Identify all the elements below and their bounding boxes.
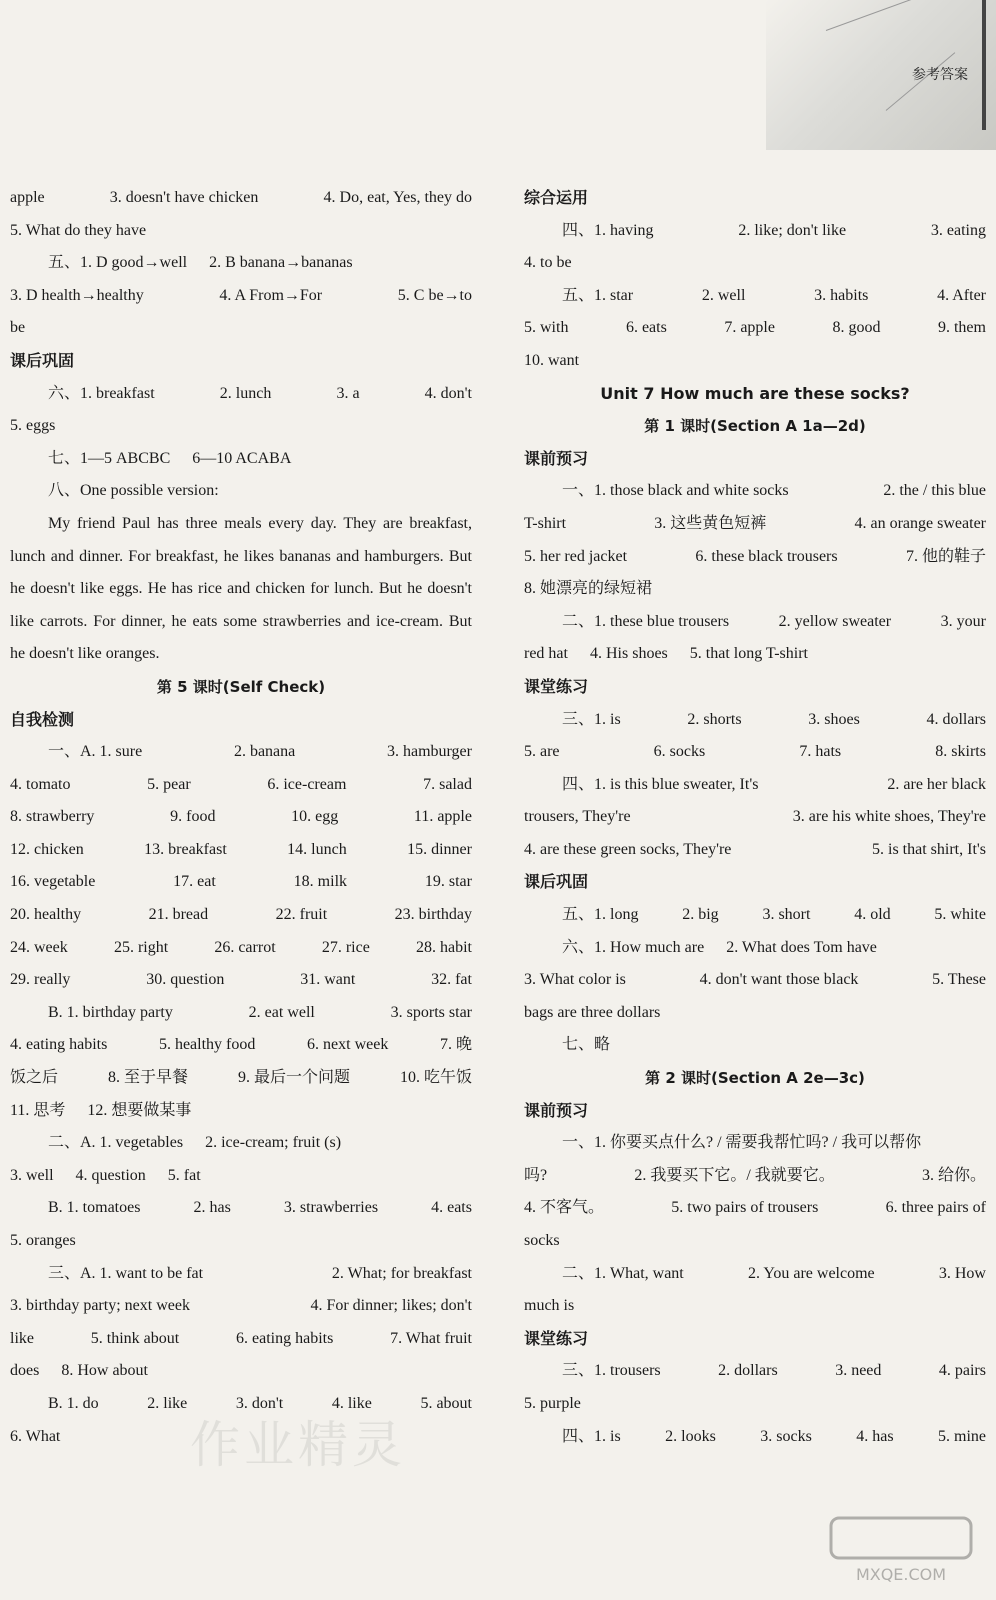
answer-item: 3. How (938, 1264, 986, 1282)
answer-item: 3. don't (235, 1394, 284, 1412)
answer-item: 2. are her black (887, 775, 986, 793)
answer-line (524, 541, 986, 574)
answer-line (10, 1062, 472, 1095)
answer-item: 4. tomato (10, 775, 71, 793)
answer-item: 4. don't want those black (699, 971, 859, 989)
section-heading: 课堂练习 (524, 676, 589, 696)
answer-item: 4. don't (424, 384, 472, 402)
answer-item: 4. pairs (938, 1362, 986, 1380)
answer-line (10, 899, 472, 932)
answer-item: 5. purple (524, 1394, 581, 1412)
answer-line (524, 345, 986, 378)
answer-item: 2. banana (233, 743, 296, 761)
answer-item: 6—10 ACABA (192, 449, 292, 467)
section-heading: 课堂练习 (524, 1328, 589, 1348)
answer-item: 3. shoes (808, 710, 860, 728)
answer-item: like (10, 1329, 34, 1347)
unit-title: Unit 7 How much are these socks? (600, 383, 910, 403)
answer-item: 8. How about (61, 1362, 148, 1380)
answer-item: 7. 他的鞋子 (905, 547, 986, 565)
answer-item: 19. star (424, 873, 472, 891)
answer-item: 3. habits (814, 286, 869, 304)
answer-line (524, 964, 986, 997)
answer-item: 8. good (832, 319, 881, 337)
answer-item: 16. vegetable (10, 873, 96, 891)
answer-item: 3. doesn't have chicken (109, 189, 259, 206)
answer-item: 4. an orange sweater (854, 514, 986, 532)
answer-item: 13. breakfast (144, 840, 227, 858)
answer-item: 6. socks (653, 743, 706, 761)
answer-item: 2. B banana→bananas (209, 254, 353, 272)
answer-item: 5. think about (90, 1329, 180, 1347)
answer-item: 6. these black trousers (695, 547, 838, 565)
answer-item: 25. right (113, 938, 169, 956)
answer-item: T-shirt (524, 514, 567, 532)
section-heading: 课前预习 (524, 1100, 589, 1120)
answer-line (524, 247, 986, 280)
answer-item: 30. question (146, 971, 225, 989)
answer-line (10, 1029, 472, 1062)
answer-item: 7. 晚 (439, 1036, 472, 1054)
answer-line (10, 1160, 472, 1193)
answer-item: 5. white (934, 906, 986, 924)
answer-item: 23. birthday (394, 906, 472, 924)
answer-item: 一、A. 1. sure (48, 743, 143, 761)
section-heading: 自我检测 (10, 709, 75, 729)
answer-item: 8. 至于早餐 (107, 1069, 188, 1087)
answer-line (524, 1421, 986, 1454)
answer-item: 21. bread (148, 906, 209, 924)
answer-item: 4. After (937, 286, 986, 304)
answer-item: 2. has (193, 1199, 231, 1217)
answer-line (10, 1192, 472, 1225)
answer-item: B. 1. tomatoes (48, 1199, 141, 1217)
section-heading: 课前预习 (524, 448, 589, 468)
answer-item: 4. to be (524, 254, 572, 272)
answer-item: 3. need (835, 1362, 882, 1380)
answer-item: 4. A From→For (219, 286, 323, 304)
answer-line (524, 475, 986, 508)
answer-line (10, 1258, 472, 1291)
answer-item: 2. the / this blue (883, 482, 986, 500)
answer-item: 六、1. How much are (562, 938, 705, 956)
answer-item: 3. What color is (524, 971, 626, 989)
answer-item: 3. hamburger (386, 743, 472, 761)
answer-line (10, 312, 472, 345)
answer-item: 6. next week (307, 1036, 389, 1054)
answer-item: 八、One possible version: (48, 482, 219, 500)
answer-item: 2. lunch (219, 384, 272, 402)
answer-item: 3. sports star (390, 1003, 472, 1021)
answer-item: 4. 不客气。 (524, 1199, 605, 1217)
answer-line (10, 866, 472, 899)
answer-item: 10. egg (291, 808, 339, 826)
answer-item: 27. rice (321, 938, 370, 956)
answer-item: 6. eating habits (236, 1329, 334, 1347)
answer-line (10, 1225, 472, 1258)
answer-item: 5. eggs (10, 417, 56, 435)
answer-item: 一、1. those black and white socks (562, 482, 789, 500)
answer-item: 5. is that shirt, It's (872, 840, 986, 858)
answer-line (524, 312, 986, 345)
answer-item: 5. healthy food (158, 1036, 256, 1054)
answer-item: 17. eat (173, 873, 216, 891)
answer-item: 3. eating (930, 221, 986, 239)
section-title: 第 5 课时(Self Check) (156, 677, 326, 696)
answer-item: 五、1. D good→well (48, 254, 188, 272)
answer-line (524, 834, 986, 867)
answer-item: be (10, 319, 26, 337)
answer-item: 七、1—5 ABCBC (48, 449, 171, 467)
answer-item: trousers, They're (524, 808, 631, 826)
answer-item: 3. socks (760, 1427, 812, 1445)
answer-item: 五、1. long (562, 906, 639, 924)
answer-item: 2. eat well (248, 1003, 315, 1021)
answer-item: 六、1. breakfast (48, 384, 155, 402)
watermark-text: 作业精灵 (190, 1416, 406, 1474)
answer-line (10, 182, 472, 215)
answer-item: 七、略 (562, 1036, 611, 1054)
answer-item: 4. eats (431, 1199, 472, 1217)
answer-item: 12. 想要做某事 (87, 1101, 192, 1119)
answer-item: 5. with (524, 319, 569, 337)
answer-item: 二、A. 1. vegetables (48, 1134, 184, 1152)
answer-item: 4. like (331, 1394, 372, 1412)
answer-item: 3. strawberries (283, 1199, 379, 1217)
answer-line (524, 606, 986, 639)
answer-item: B. 1. birthday party (48, 1003, 173, 1021)
answer-item: 三、1. is (562, 710, 621, 728)
answer-item: 5. C be→to (397, 286, 472, 304)
answer-item: 3. well (10, 1166, 54, 1184)
answer-item: 2. ice-cream; fruit (s) (205, 1134, 342, 1152)
answer-item: 一、1. 你要买点什么? / 需要我帮忙吗? / 我可以帮你 (562, 1134, 922, 1152)
answer-item: 2. shorts (687, 710, 742, 728)
answer-line (524, 280, 986, 313)
answer-item: 2. You are welcome (748, 1264, 875, 1282)
answer-item: socks (524, 1232, 560, 1249)
answer-item: 3. 给你。 (921, 1166, 986, 1184)
answer-line (10, 1355, 472, 1388)
answer-item: 吗? (524, 1166, 548, 1184)
essay-paragraph: My friend Paul has three meals every day. They are breakfast, lunch and dinner. For breakfast, he likes bananas and hamburgers. But he doesn't like eggs. He has rice and chicken for lunch. But he doesn't like carrots. For dinner, he eats some strawberries and ice-cream. But he doesn't like oranges. (10, 514, 472, 663)
answer-line (524, 1127, 986, 1160)
answer-line (524, 1029, 986, 1062)
answer-line (10, 769, 472, 802)
answer-line (524, 1160, 986, 1193)
answer-item: 2. looks (665, 1427, 716, 1445)
answer-item: 5. two pairs of trousers (671, 1199, 819, 1217)
answer-line (524, 1290, 986, 1323)
lesson-title: 第 2 课时(Section A 2e—3c) (645, 1069, 865, 1088)
answer-item: 12. chicken (10, 840, 84, 858)
answer-item: 6. What (10, 1427, 61, 1445)
answer-item: 8. 她漂亮的绿短裙 (524, 580, 653, 598)
section-heading: 综合运用 (524, 188, 589, 207)
section-heading: 课后巩固 (10, 350, 75, 370)
answer-item: 4. Do, eat, Yes, they do (323, 189, 472, 206)
answer-item: 2. well (701, 286, 746, 304)
answer-item: 2. yellow sweater (778, 612, 892, 630)
answer-line (10, 834, 472, 867)
answer-line (524, 1192, 986, 1225)
right-column (524, 182, 986, 1453)
answer-line (524, 215, 986, 248)
header-bar (982, 0, 986, 130)
answer-line (524, 1225, 986, 1258)
answer-item: 9. 最后一个问题 (237, 1069, 350, 1087)
answer-item: 3. short (762, 906, 811, 924)
answer-line (524, 769, 986, 802)
answer-line (10, 801, 472, 834)
answer-line (524, 899, 986, 932)
answer-item: 4. question (75, 1166, 146, 1184)
watermark-logo (826, 1508, 976, 1588)
answer-item: 14. lunch (287, 840, 347, 858)
answer-item: 4. has (856, 1427, 894, 1445)
answer-item: 5. mine (938, 1427, 986, 1445)
answer-line (524, 801, 986, 834)
answer-line (524, 508, 986, 541)
answer-item: 3. are his white shoes, They're (792, 808, 986, 826)
lesson-title: 第 1 课时(Section A 1a—2d) (644, 417, 866, 436)
answer-item: 2. What does Tom have (726, 938, 877, 956)
answer-line (10, 997, 472, 1030)
answer-item: 18. milk (293, 873, 348, 891)
answer-item: 5. that long T-shirt (689, 645, 808, 663)
answer-item: 3. a (336, 384, 360, 402)
answer-line (10, 1323, 472, 1356)
answer-line (10, 736, 472, 769)
answer-line (10, 1127, 472, 1160)
answer-item: 2. 我要买下它。/ 我就要它。 (634, 1166, 835, 1184)
page-header-label: 参考答案 (912, 67, 968, 83)
answer-line (524, 997, 986, 1030)
answer-line (524, 932, 986, 965)
answer-item: 3. 这些黄色短裤 (654, 514, 767, 532)
answer-item: 二、1. these blue trousers (562, 612, 730, 630)
answer-item: 2. dollars (718, 1362, 778, 1380)
answer-item: 三、A. 1. want to be fat (48, 1264, 204, 1282)
answer-item: 28. habit (415, 938, 472, 956)
answer-item: 4. His shoes (589, 645, 668, 663)
answer-item: 11. apple (413, 808, 472, 826)
answer-item: 4. are these green socks, They're (524, 840, 732, 858)
answer-item: 5. are (524, 743, 560, 761)
answer-item: 4. For dinner; likes; don't (310, 1297, 472, 1315)
answer-line (524, 1258, 986, 1291)
answer-item: 8. skirts (935, 743, 986, 761)
answer-item: 20. healthy (10, 906, 82, 924)
section-heading: 课后巩固 (524, 872, 589, 892)
answer-item: 5. These (932, 971, 986, 989)
answer-item: 5. What do they have (10, 221, 147, 239)
answer-line (10, 378, 472, 411)
answer-item: 26. carrot (214, 938, 276, 956)
answer-item: 7. apple (724, 319, 775, 337)
answer-item: 2. big (682, 906, 719, 924)
answer-line (10, 247, 472, 280)
answer-item: 5. fat (167, 1166, 201, 1184)
decor-line (826, 0, 939, 31)
answer-item: 32. fat (431, 971, 472, 989)
answer-item: 3. D health→healthy (10, 286, 144, 304)
answer-line (524, 736, 986, 769)
answer-line (524, 1388, 986, 1421)
answer-item: 29. really (10, 971, 71, 989)
answer-item: 10. want (524, 351, 580, 369)
answer-line (10, 215, 472, 248)
answer-line (10, 932, 472, 965)
answer-item: 31. want (300, 971, 356, 989)
answer-item: 6. ice-cream (267, 775, 347, 793)
answer-line (524, 573, 986, 606)
svg-text:MXQE.COM: MXQE.COM (855, 1565, 947, 1584)
answer-item: does (10, 1362, 40, 1380)
answer-item: 3. your (940, 612, 986, 630)
answer-item: 5. about (420, 1394, 472, 1412)
answer-item: 22. fruit (275, 906, 328, 924)
answer-item: much is (524, 1297, 575, 1315)
answer-line (10, 475, 472, 508)
answer-item: 5. oranges (10, 1232, 76, 1249)
answer-item: 四、1. is (562, 1427, 621, 1445)
answer-item: 5. pear (147, 775, 191, 793)
answer-item: apple (10, 189, 45, 206)
answer-item: 2. like (147, 1394, 188, 1412)
answer-item: 6. three pairs of (885, 1199, 986, 1217)
answer-line (10, 1290, 472, 1323)
answer-item: bags are three dollars (524, 1003, 661, 1021)
answer-line (10, 443, 472, 476)
answer-item: 3. birthday party; next week (10, 1297, 190, 1315)
answer-item: 7. salad (423, 775, 472, 793)
answer-item: 二、1. What, want (562, 1264, 684, 1282)
answer-item: 4. old (854, 906, 891, 924)
answer-item: 2. What; for breakfast (331, 1264, 472, 1282)
answer-item: B. 1. do (48, 1394, 99, 1412)
answer-line (10, 1095, 472, 1128)
answer-item: red hat (524, 645, 568, 663)
left-column (10, 182, 472, 1453)
answer-item: 11. 思考 (10, 1101, 66, 1119)
answer-item: 10. 吃午饭 (399, 1069, 472, 1087)
answer-line (524, 1355, 986, 1388)
answer-item: 五、1. star (562, 286, 634, 304)
answer-item: 4. dollars (926, 710, 986, 728)
answer-item: 2. like; don't like (738, 221, 847, 239)
answer-item: 8. strawberry (10, 808, 95, 826)
answer-item: 5. her red jacket (524, 547, 628, 565)
answer-item: 三、1. trousers (562, 1362, 661, 1380)
answer-item: 15. dinner (407, 840, 472, 858)
answer-item: 四、1. is this blue sweater, It's (562, 775, 759, 793)
answer-item: 四、1. having (562, 221, 654, 239)
answer-item: 6. eats (625, 319, 667, 337)
answer-item: 24. week (10, 938, 68, 956)
answer-item: 饭之后 (10, 1069, 59, 1087)
answer-item: 9. food (170, 808, 216, 826)
answer-item: 7. hats (799, 743, 842, 761)
answer-line (524, 704, 986, 737)
answer-item: 7. What fruit (390, 1329, 472, 1347)
answer-line (10, 280, 472, 313)
answer-line (524, 638, 986, 671)
answer-item: 4. eating habits (10, 1036, 108, 1054)
answer-line (10, 410, 472, 443)
answer-item: 9. them (937, 319, 986, 337)
answer-line (10, 964, 472, 997)
